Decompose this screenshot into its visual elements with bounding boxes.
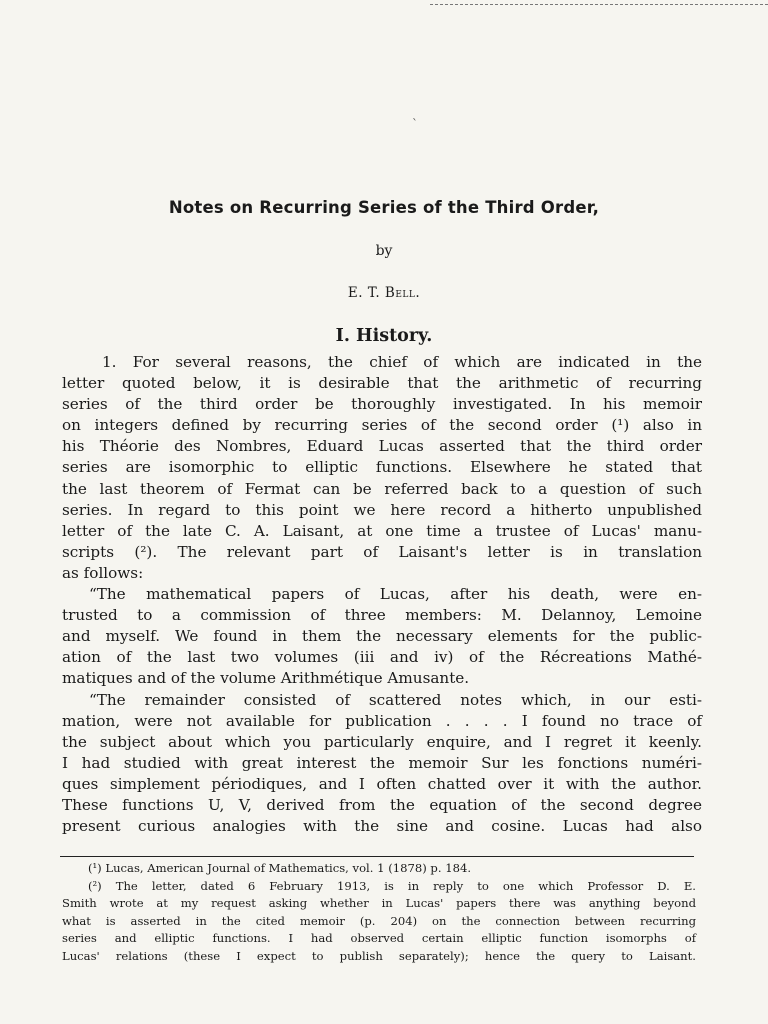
author-name-text: E. T. Bell.: [347, 285, 421, 301]
footnote-line: what is asserted in the cited memoir (p. 204) on the connection between recurring: [62, 913, 696, 928]
body-line: series of the third order be thoroughly investigated. In his memoir: [62, 395, 702, 414]
body-line: “The mathematical papers of Lucas, after his death, were en-: [89, 585, 702, 604]
body-line: trusted to a commission of three members: M. Delannoy, Lemoine: [62, 606, 702, 625]
body-line: series are isomorphic to elliptic functions. Elsewhere he stated that: [62, 458, 702, 477]
footnote-line: (²) The letter, dated 6 February 1913, is in reply to one which Professor D. E.: [88, 878, 696, 893]
footnote-line: series and elliptic functions. I had observed certain elliptic function isomorphs of: [62, 931, 696, 946]
body-text: [62, 352, 702, 837]
body-line: These functions U, V, derived from the equation of the second degree: [62, 795, 702, 814]
footnote-line: Smith wrote at my request asking whether in Lucas' papers there was anything beyond: [62, 896, 696, 911]
body-line: ques simplement périodiques, and I often chatted over it with the author.: [62, 774, 702, 793]
body-line: letter quoted below, it is desirable that the arithmetic of recurring: [62, 374, 702, 393]
body-line: matiques and of the volume Arithmétique Amusante.: [62, 669, 470, 688]
scan-speck: `: [412, 117, 418, 131]
footnotes: [62, 860, 696, 966]
body-line: 1. For several reasons, the chief of which are indicated in the: [102, 353, 702, 371]
footnote-line: (¹) Lucas, American Journal of Mathematics, vol. 1 (1878) p. 184.: [88, 861, 472, 875]
body-line: ation of the last two volumes (iii and iv) of the Récreations Mathé-: [62, 648, 702, 667]
body-line: as follows:: [62, 563, 144, 582]
body-line: series. In regard to this point we here record a hitherto unpublished: [62, 500, 702, 519]
footnote-separator: [60, 856, 694, 857]
author-name: [0, 285, 768, 301]
footnote-line: Lucas' relations (these I expect to publish separately); hence the query to Laisant.: [62, 948, 696, 963]
body-line: mation, were not available for publication . . . . I found no trace of: [62, 711, 702, 730]
body-line: the subject about which you particularly enquire, and I regret it keenly.: [62, 732, 702, 751]
byline: by: [375, 243, 393, 259]
body-line: I had studied with great interest the memoir Sur les fonctions numéri-: [62, 753, 702, 772]
section-heading: I. History.: [335, 326, 433, 346]
paper-title: Notes on Recurring Series of the Third Order,: [168, 198, 600, 217]
body-line: letter of the late C. A. Laisant, at one time a trustee of Lucas' manu-: [62, 521, 702, 540]
body-line: his Théorie des Nombres, Eduard Lucas asserted that the third order: [62, 437, 702, 456]
body-line: present curious analogies with the sine and cosine. Lucas had also: [62, 817, 702, 836]
body-line: “The remainder consisted of scattered notes which, in our esti-: [89, 690, 702, 709]
body-line: the last theorem of Fermat can be referred back to a question of such: [62, 479, 702, 498]
body-line: scripts (²). The relevant part of Laisant's letter is in translation: [62, 542, 702, 561]
body-line: and myself. We found in them the necessary elements for the public-: [62, 627, 702, 646]
scan-edge-rule: [430, 4, 768, 5]
body-line: on integers defined by recurring series of the second order (¹) also in: [62, 416, 702, 435]
